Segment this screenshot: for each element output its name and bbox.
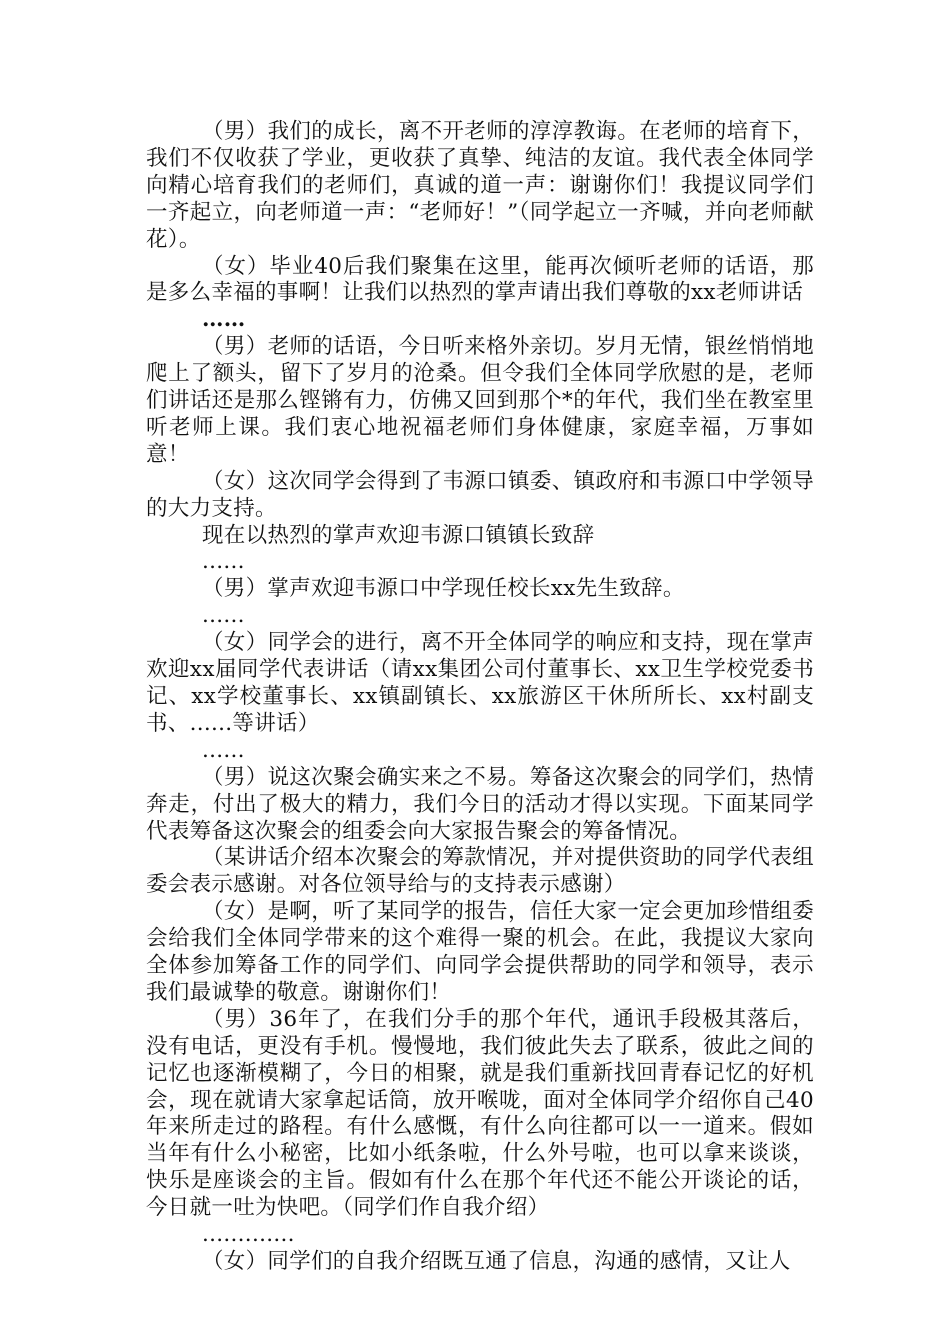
ellipsis-separator: ...... [202,737,245,763]
ellipsis-separator: ...... [202,603,245,629]
ellipsis-separator: ...... [202,549,245,575]
paragraph-female-closing: （女）同学们的自我介绍既互通了信息，沟通的感情，又让人 [202,1248,791,1274]
paragraph-female-gratitude: （女）是啊，听了某同学的报告，信任大家一定会更加珍惜组委会给我们全体同学带来的这个难得一聚的机会。在此，我提议大家向全体参加筹备工作的同学们、向同学会提供帮助的同学和领导，表示我们最诚挚的敬意。谢谢你们！ [146,899,814,1005]
paragraph-male-principal: （男）掌声欢迎韦源口中学现任校长xx先生致辞。 [202,576,685,602]
paragraph-female-graduation: （女）毕业40后我们聚集在这里，能再次倾听老师的话语，那是多么幸福的事啊！让我们以热烈的掌声请出我们尊敬的xx老师讲话 [146,253,814,306]
paragraph-mayor-speech: 现在以热烈的掌声欢迎韦源口镇镇长致辞 [202,522,595,548]
paragraph-funding-report: （某讲话介绍本次聚会的筹款情况，并对提供资助的同学代表组委会表示感谢。对各位领导给与的支持表示感谢） [146,845,814,898]
paragraph-female-representatives: （女）同学会的进行，离不开全体同学的响应和支持，现在掌声欢迎xx届同学代表讲话（请xx集团公司付董事长、xx卫生学校党委书记、xx学校董事长、xx镇副镇长、xx旅游区干休所所长、xx村副支书、......等讲话） [146,630,814,736]
paragraph-male-teacher-words: （男）老师的话语，今日听来格外亲切。岁月无情，银丝悄悄地爬上了额头，留下了岁月的沧桑。但令我们全体同学欣慰的是，老师们讲话还是那么铿锵有力，仿佛又回到那个*的年代，我们坐在教室里听老师上课。我们衷心地祝福老师们身体健康，家庭幸福，万事如意！ [146,334,814,467]
ellipsis-separator: …… [202,307,246,333]
paragraph-male-growth: （男）我们的成长，离不开老师的淳淳教诲。在老师的培育下，我们不仅收获了学业，更收获了真挚、纯洁的友谊。我代表全体同学向精心培育我们的老师们，真诚的道一声：谢谢你们！我提议同学们一齐起立，向老师道一声：“老师好！”（同学起立一齐喊，并向老师献花）。 [146,119,814,252]
paragraph-male-preparation: （男）说这次聚会确实来之不易。筹备这次聚会的同学们，热情奔走，付出了极大的精力，我们今日的活动才得以实现。下面某同学代表筹备这次聚会的组委会向大家报告聚会的筹备情况。 [146,764,814,844]
document-body [146,119,814,1276]
paragraph-male-introductions: （男）36年了，在我们分手的那个年代，通讯手段极其落后，没有电话，更没有手机。慢慢地，我们彼此失去了联系，彼此之间的记忆也逐渐模糊了，今日的相聚，就是我们重新找回青春记忆的好机会，现在就请大家拿起话筒，放开喉咙，面对全体同学介绍你自己40年来所走过的路程。有什么感慨，有什么向往都可以一一道来。假如当年有什么小秘密，比如小纸条啦，什么外号啦，也可以拿来谈谈，快乐是座谈会的主旨。假如有什么在那个年代还不能公开谈论的话，今日就一吐为快吧。（同学们作自我介绍） [146,1006,814,1221]
paragraph-female-support: （女）这次同学会得到了韦源口镇委、镇政府和韦源口中学领导的大力支持。 [146,468,814,521]
ellipsis-separator: ............. [202,1222,295,1248]
